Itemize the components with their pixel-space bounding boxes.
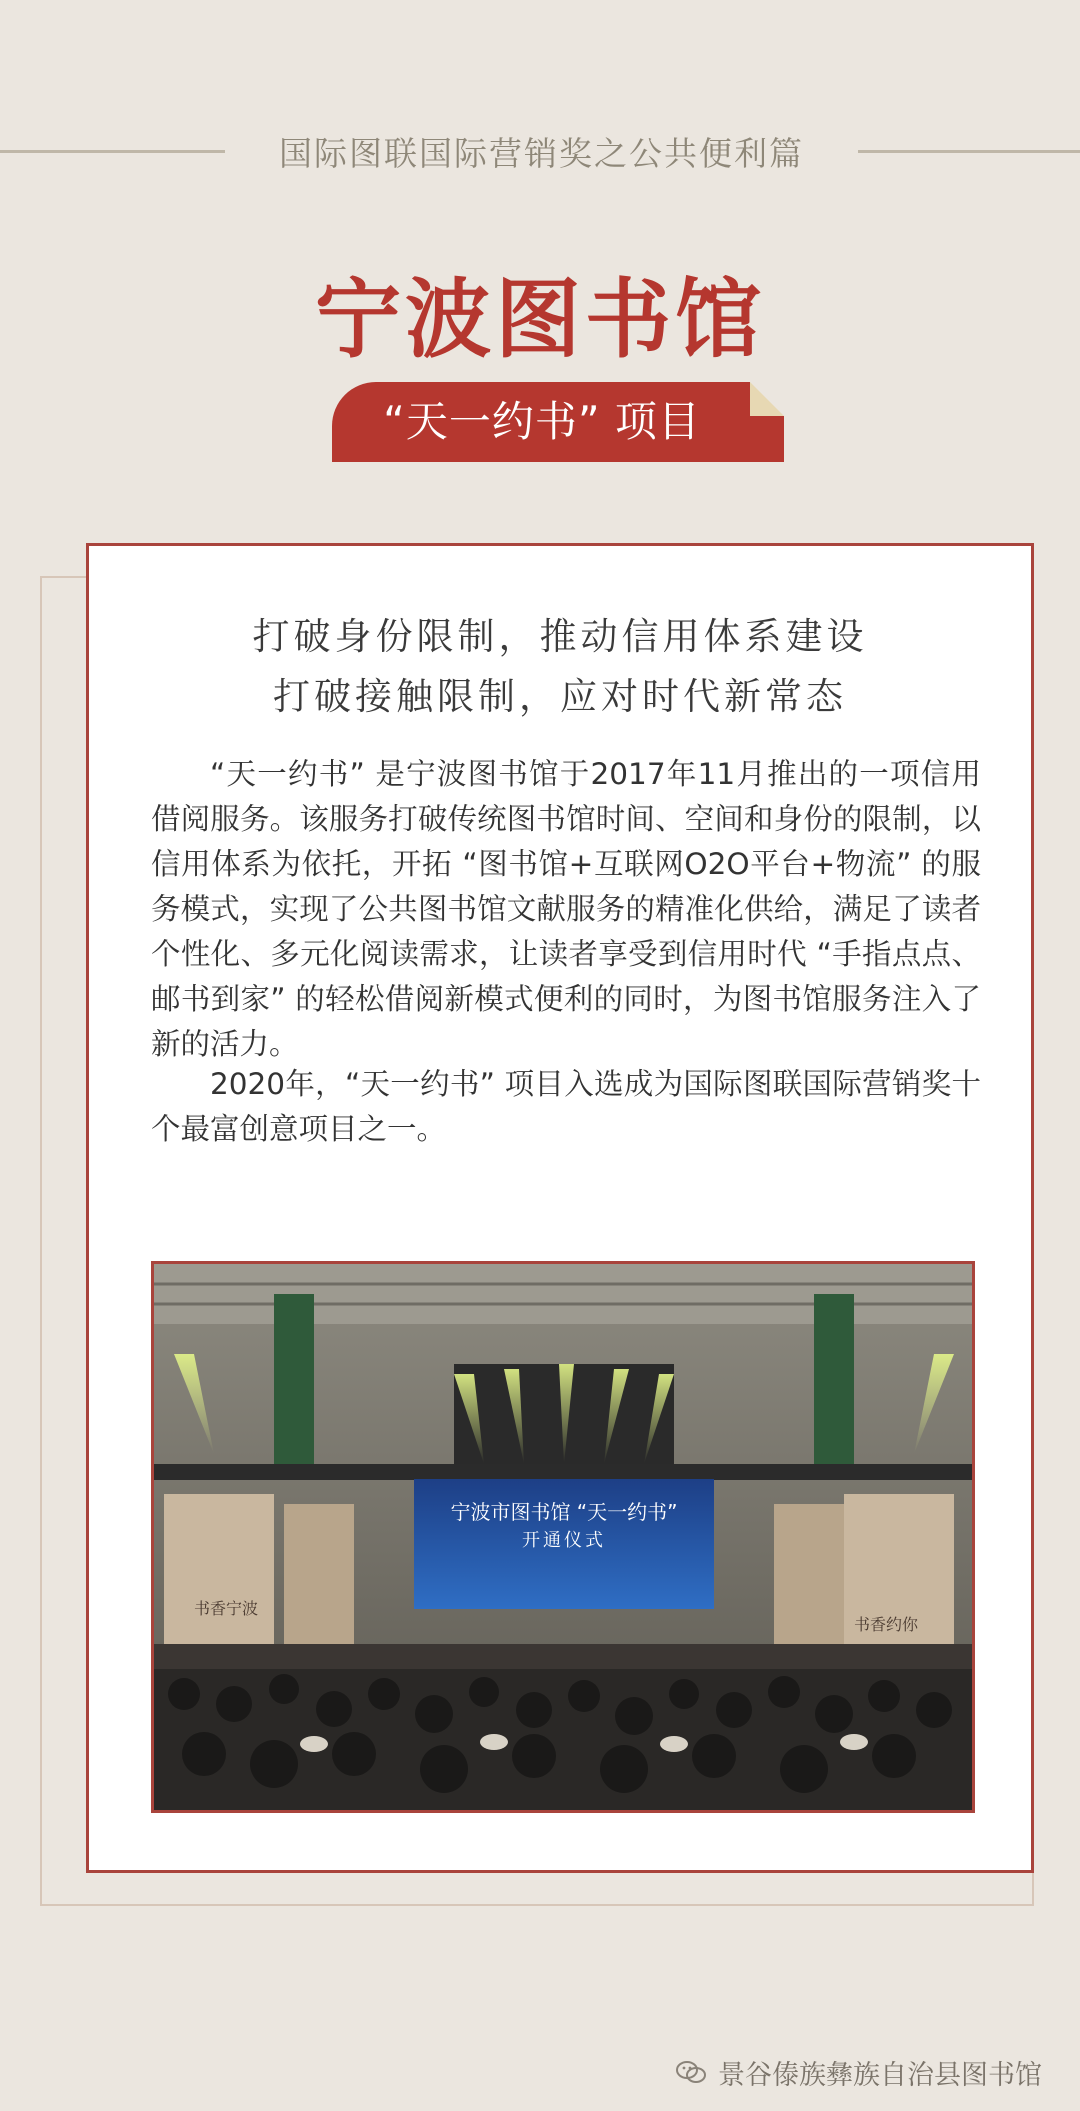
- ribbon-label: “天一约书” 项目: [383, 397, 701, 446]
- paragraph-description: “天一约书” 是宁波图书馆于2017年11月推出的一项信用借阅服务。该服务打破传统图书馆时间、空间和身份的限制，以信用体系为依托，开拓 “图书馆+互联网O2O平台+物流” 的服务模式，实现了公共图书馆文献服务的精准化供给，满足了读者个性化、多元化阅读需求，让读者享受到信用时代 “手指点点、邮书到家” 的轻松借阅新模式便利的同时，为图书馆服务注入了新的活力。: [151, 757, 981, 1061]
- screen-subtitle: 开通仪式: [522, 1530, 606, 1551]
- header-rule-right: [858, 150, 1080, 153]
- project-ribbon: [332, 382, 784, 462]
- account-name: 景谷傣族彝族自治县图书馆: [718, 2059, 1042, 2091]
- page-title: 宁波图书馆: [315, 270, 765, 370]
- slogan-line-2: 打破接触限制，应对时代新常态: [273, 675, 847, 718]
- wechat-icon: [676, 2060, 706, 2084]
- footer-watermark: [676, 2052, 1042, 2092]
- left-banner-text: 书香宁波: [194, 1599, 259, 1618]
- slogan-line-1: 打破身份限制，推动信用体系建设: [252, 615, 868, 658]
- content-card: [86, 543, 1034, 1873]
- ceremony-photo: [151, 1261, 975, 1813]
- header-rule-left: [0, 150, 225, 153]
- ribbon-fold-decoration: [750, 382, 784, 416]
- right-banner-text: 书香约你: [854, 1615, 919, 1634]
- screen-title: 宁波市图书馆 “天一约书”: [450, 1500, 678, 1524]
- header-caption: 国际图联国际营销奖之公共便利篇: [279, 134, 804, 173]
- paragraph-award: 2020年，“天一约书” 项目入选成为国际图联国际营销奖十个最富创意项目之一。: [151, 1067, 981, 1146]
